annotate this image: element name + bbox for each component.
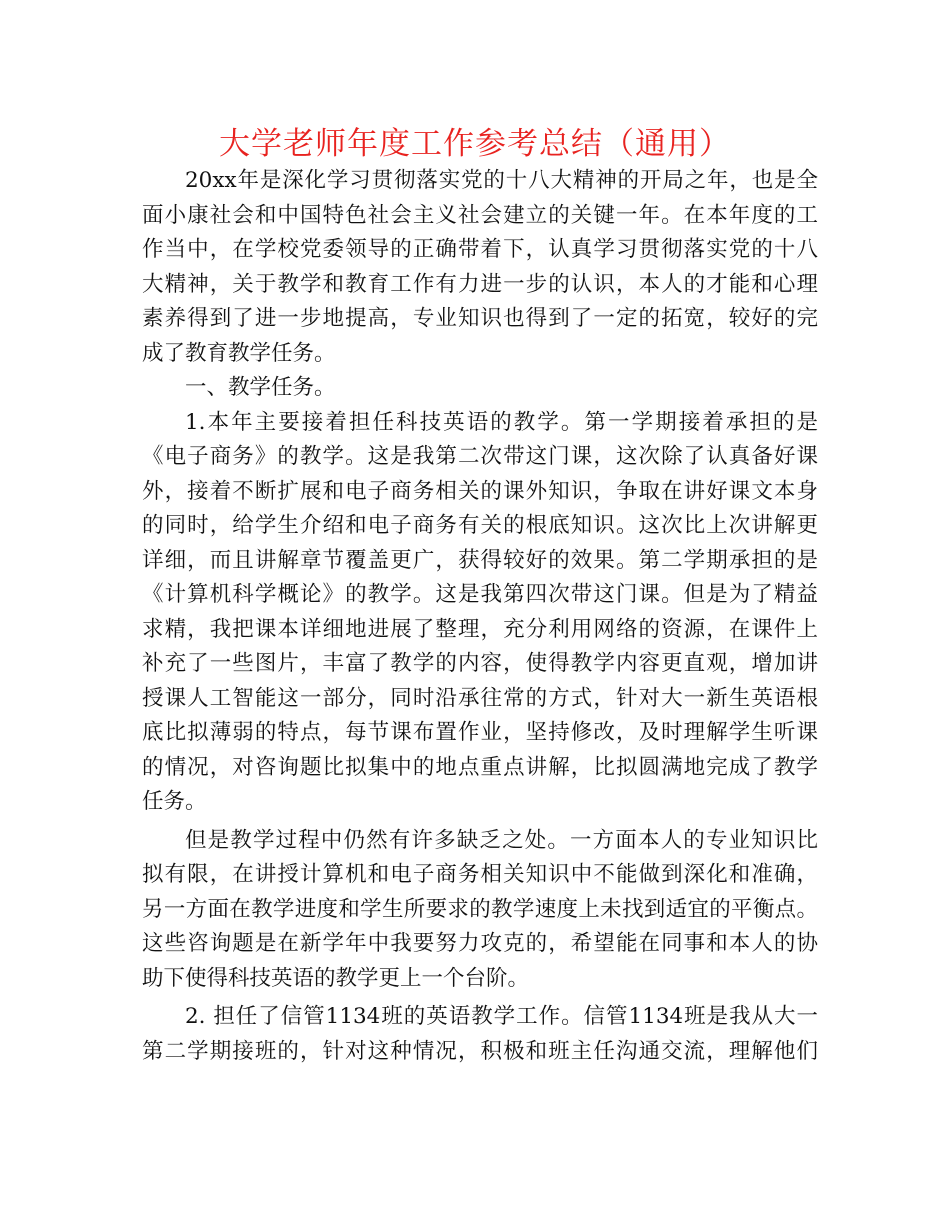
text-line: 大精神，关于教学和教育工作有力进一步的认识，本人的才能和心理 [142, 271, 818, 297]
text-line: 补充了一些图片，丰富了教学的内容，使得教学内容更直观，增加讲 [142, 651, 818, 676]
text-line: 拟有限，在讲授计算机和电子商务相关知识中不能做到深化和准确， [142, 862, 818, 887]
text-line: 第二学期接班的，针对这种情况，积极和班主任沟通交流，理解他们 [142, 1038, 818, 1064]
text-line: 求精，我把课本详细地进展了整理，充分利用网络的资源，在课件上 [142, 616, 818, 642]
paragraph-shortcomings [142, 824, 818, 997]
text-line: 作当中，在学校党委领导的正确带着下，认真学习贯彻落实党的十八 [142, 237, 818, 262]
text-line: 但是教学过程中仍然有许多缺乏之处。一方面本人的专业知识比 [185, 827, 818, 853]
text-line: 一、教学任务。 [185, 375, 336, 400]
text-line: 20xx年是深化学习贯彻落实党的十八大精神的开局之年，也是全 [185, 168, 818, 193]
text-line: 素养得到了进一步地提高，专业知识也得到了一定的拓宽，较好的完 [142, 306, 818, 331]
text-line: 《电子商务》的教学。这是我第二次带这门课，这次除了认真备好课 [142, 444, 818, 469]
text-line: 外，接着不断扩展和电子商务相关的课外知识，争取在讲好课文本身 [142, 478, 818, 504]
text-line: 2. 担任了信管1134班的英语教学工作。信管1134班是我从大一 [185, 1004, 818, 1029]
text-line: 《计算机科学概论》的教学。这是我第四次带这门课。但是为了精益 [142, 582, 818, 607]
paragraph-item-2 [142, 1000, 818, 1069]
text-line: 详细，而且讲解章节覆盖更广，获得较好的效果。第二学期承担的是 [142, 547, 818, 573]
document-body [142, 164, 818, 1069]
paragraph-intro [142, 164, 818, 371]
text-line: 底比拟薄弱的特点，每节课布置作业，坚持修改，及时理解学生听课 [142, 720, 818, 745]
section-heading-teaching-tasks [142, 371, 818, 406]
text-line: 1.本年主要接着担任科技英语的教学。第一学期接着承担的是 [185, 409, 818, 435]
document-title: 大学老师年度工作参考总结（通用） [219, 126, 731, 162]
text-line: 面小康社会和中国特色社会主义社会建立的关键一年。在本年度的工 [142, 202, 818, 228]
text-line: 的同时，给学生介绍和电子商务有关的根底知识。这次比上次讲解更 [142, 513, 818, 538]
text-line: 这些咨询题是在新学年中我要努力攻克的，希望能在同事和本人的协 [142, 931, 818, 956]
text-line: 授课人工智能这一部分，同时沿承往常的方式，针对大一新生英语根 [142, 685, 818, 711]
text-line: 成了教育教学任务。 [142, 340, 336, 366]
text-line: 另一方面在教学进度和学生所要求的教学速度上未找到适宜的平衡点。 [142, 896, 818, 922]
paragraph-item-1 [142, 406, 818, 820]
text-line: 的情况，对咨询题比拟集中的地点重点讲解，比拟圆满地完成了教学 [142, 754, 818, 780]
text-line: 任务。 [142, 789, 207, 814]
text-line: 助下使得科技英语的教学更上一个台阶。 [142, 965, 530, 991]
